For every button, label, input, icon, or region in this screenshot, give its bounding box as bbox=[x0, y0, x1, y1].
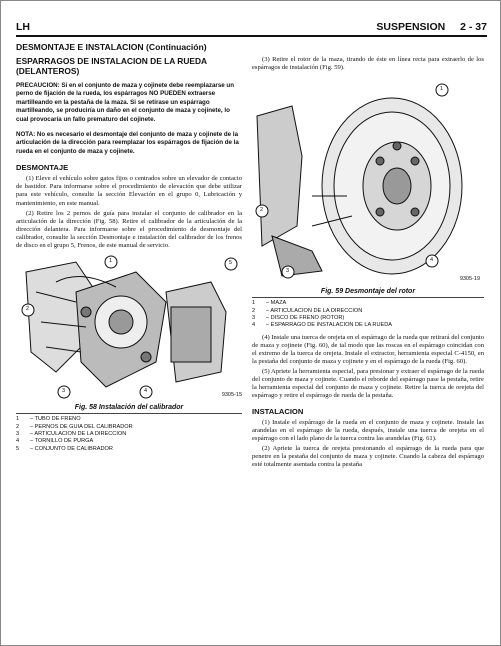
legend-item: 1 – MAZA bbox=[252, 300, 287, 307]
section-title: ESPARRAGOS DE INSTALACION DE LA RUEDA (DELANTEROS) bbox=[16, 56, 207, 76]
legend-item: 2 – ARTICULACION DE LA DIRECCION bbox=[252, 307, 363, 314]
note-text: NOTA: No es necesario el desmontaje del conjunto de maza y cojinete de la articulación de la dirección para reemplazar los espárragos de fijación de la rueda en el conjunto de maza y cojinete. bbox=[16, 131, 239, 155]
step-1: (1) Eleve el vehículo sobre gatos fijos o centrados sobre un elevador de contacto de bastidor. Para informarse sobre el procedimiento de elevación que debe utilizar para este vehículo, consulte la sección Elevación en el grupo 0, Lubricación y mantenimiento, en este manual. bbox=[16, 175, 242, 207]
step-2: (2) Retire los 2 pernos de guía para instalar el conjunto de calibrador en la articulación de la dirección (Fig. 58). Retire el calibrador de la articulación de la dirección delantera. Para informarse sobre el procedimiento de desmontaje del calibrador, consulte la sección Desmontaje e instalación del calibrador de los frenos de disco en el grupo 5, Frenos, de este manual de servicio. bbox=[16, 209, 242, 249]
step-5: (5) Apriete la herramienta especial, para presionar y extraer el espárrago de la rueda del conjunto de maza y cojinete. Cuando el reborde del espárrago pase la pestaña, retire la herramienta especial del conjunto de maza y cojinete. Retire la tuerca de orejeta del espárrago y retire el espárrago de rueda de la pestaña. bbox=[252, 368, 484, 400]
left-column bbox=[16, 56, 242, 457]
legend-item: 1 – TUBO DE FRENO bbox=[16, 416, 81, 423]
installation-subhead: INSTALACION bbox=[252, 406, 304, 416]
header-section: SUSPENSION bbox=[376, 21, 446, 33]
step-3: (3) Retire el rotor de la maza, tirando de éste en línea recta para extraerlo de los espárragos de instalación (Fig. 59). bbox=[252, 56, 484, 72]
caliper-illustration bbox=[16, 252, 242, 402]
legend-item: 2 – PERNOS DE GUIA DEL CALIBRADOR bbox=[16, 423, 133, 430]
figure-code: 9305-19 bbox=[459, 276, 480, 283]
legend-item: 3 – ARTICULACION DE LA DIRECCION bbox=[16, 430, 127, 437]
continuation-heading: DESMONTAJE E INSTALACION (Continuación) bbox=[16, 42, 207, 52]
install-step-1: (1) Instale el espárrago de la rueda en el conjunto de maza y cojinete. Instale las arandelas en el espárrago de la rueda, después, instale una tuerca de orejeta en el espárrago con el lado plano de la tuerca contra las arandelas (Fig. 61). bbox=[252, 418, 484, 442]
header-right bbox=[364, 21, 487, 33]
callout-4: 4 bbox=[144, 388, 148, 395]
legend-item: 4 – ESPARRAGO DE INSTALACION DE LA RUEDA bbox=[252, 322, 393, 329]
install-step-2: (2) Apriete la tuerca de orejeta presionando el espárrago de la rueda para que penetre en la pestaña del conjunto de maza y cojinete. Cuando la cabeza del espárrago esté totalmente asentada contra la pestaña bbox=[252, 444, 484, 469]
caution-text: PRECAUCION: Si en el conjunto de maza y cojinete debe reemplazarse un perno de fijación de la rueda, los espárragos NO PUEDEN extraerse martilleando en la pestaña de la maza. Si se retirase un espárrago martilleando, se produciría un daño en el conjunto de maza y cojinete, lo cual provocaría un fallo prematuro del cojinete. bbox=[16, 82, 234, 123]
legend-item: 4 – TORNILLO DE PURGA bbox=[16, 438, 94, 445]
callout-2: 2 bbox=[26, 306, 30, 313]
figure-59-legend bbox=[252, 297, 484, 330]
right-column bbox=[252, 56, 484, 471]
figure-58-legend bbox=[16, 413, 242, 453]
callout-3: 3 bbox=[286, 268, 290, 275]
step-4: (4) Instale una tuerca de orejeta en el espárrago de la rueda que retirará del conjunto de maza y cojinete (Fig. 60), de tal modo que las roscas en el espárrago coincidan con el extremo de la tuerca de orejeta. Instale el extractor, herramienta especial C-4150, en la pestaña del conjunto de maza y cojinete y en el espárrago de la rueda (Fig. 60). bbox=[252, 333, 484, 366]
figure-58 bbox=[16, 252, 242, 402]
page-header bbox=[16, 19, 487, 35]
legend-item: 3 – DISCO DE FRENO (ROTOR) bbox=[252, 315, 345, 321]
legend-item: 5 – CONJUNTO DE CALIBRADOR bbox=[16, 445, 113, 452]
callout-5: 5 bbox=[229, 260, 233, 267]
callout-4: 4 bbox=[430, 257, 434, 264]
header-rule bbox=[16, 35, 487, 37]
figure-59 bbox=[252, 76, 484, 286]
callout-1: 1 bbox=[109, 258, 113, 265]
header-left: LH bbox=[16, 21, 30, 33]
figure-code: 9305-15 bbox=[221, 392, 242, 399]
figure-59-caption: Fig. 59 Desmontaje del rotor bbox=[320, 288, 416, 296]
page-number: 2 - 37 bbox=[460, 21, 487, 33]
callout-3: 3 bbox=[62, 388, 66, 395]
callout-1: 1 bbox=[440, 86, 444, 93]
rotor-illustration bbox=[252, 76, 484, 286]
callout-2: 2 bbox=[260, 207, 264, 214]
removal-subhead: DESMONTAJE bbox=[16, 163, 69, 173]
figure-58-caption: Fig. 58 Instalación del calibrador bbox=[74, 404, 184, 412]
